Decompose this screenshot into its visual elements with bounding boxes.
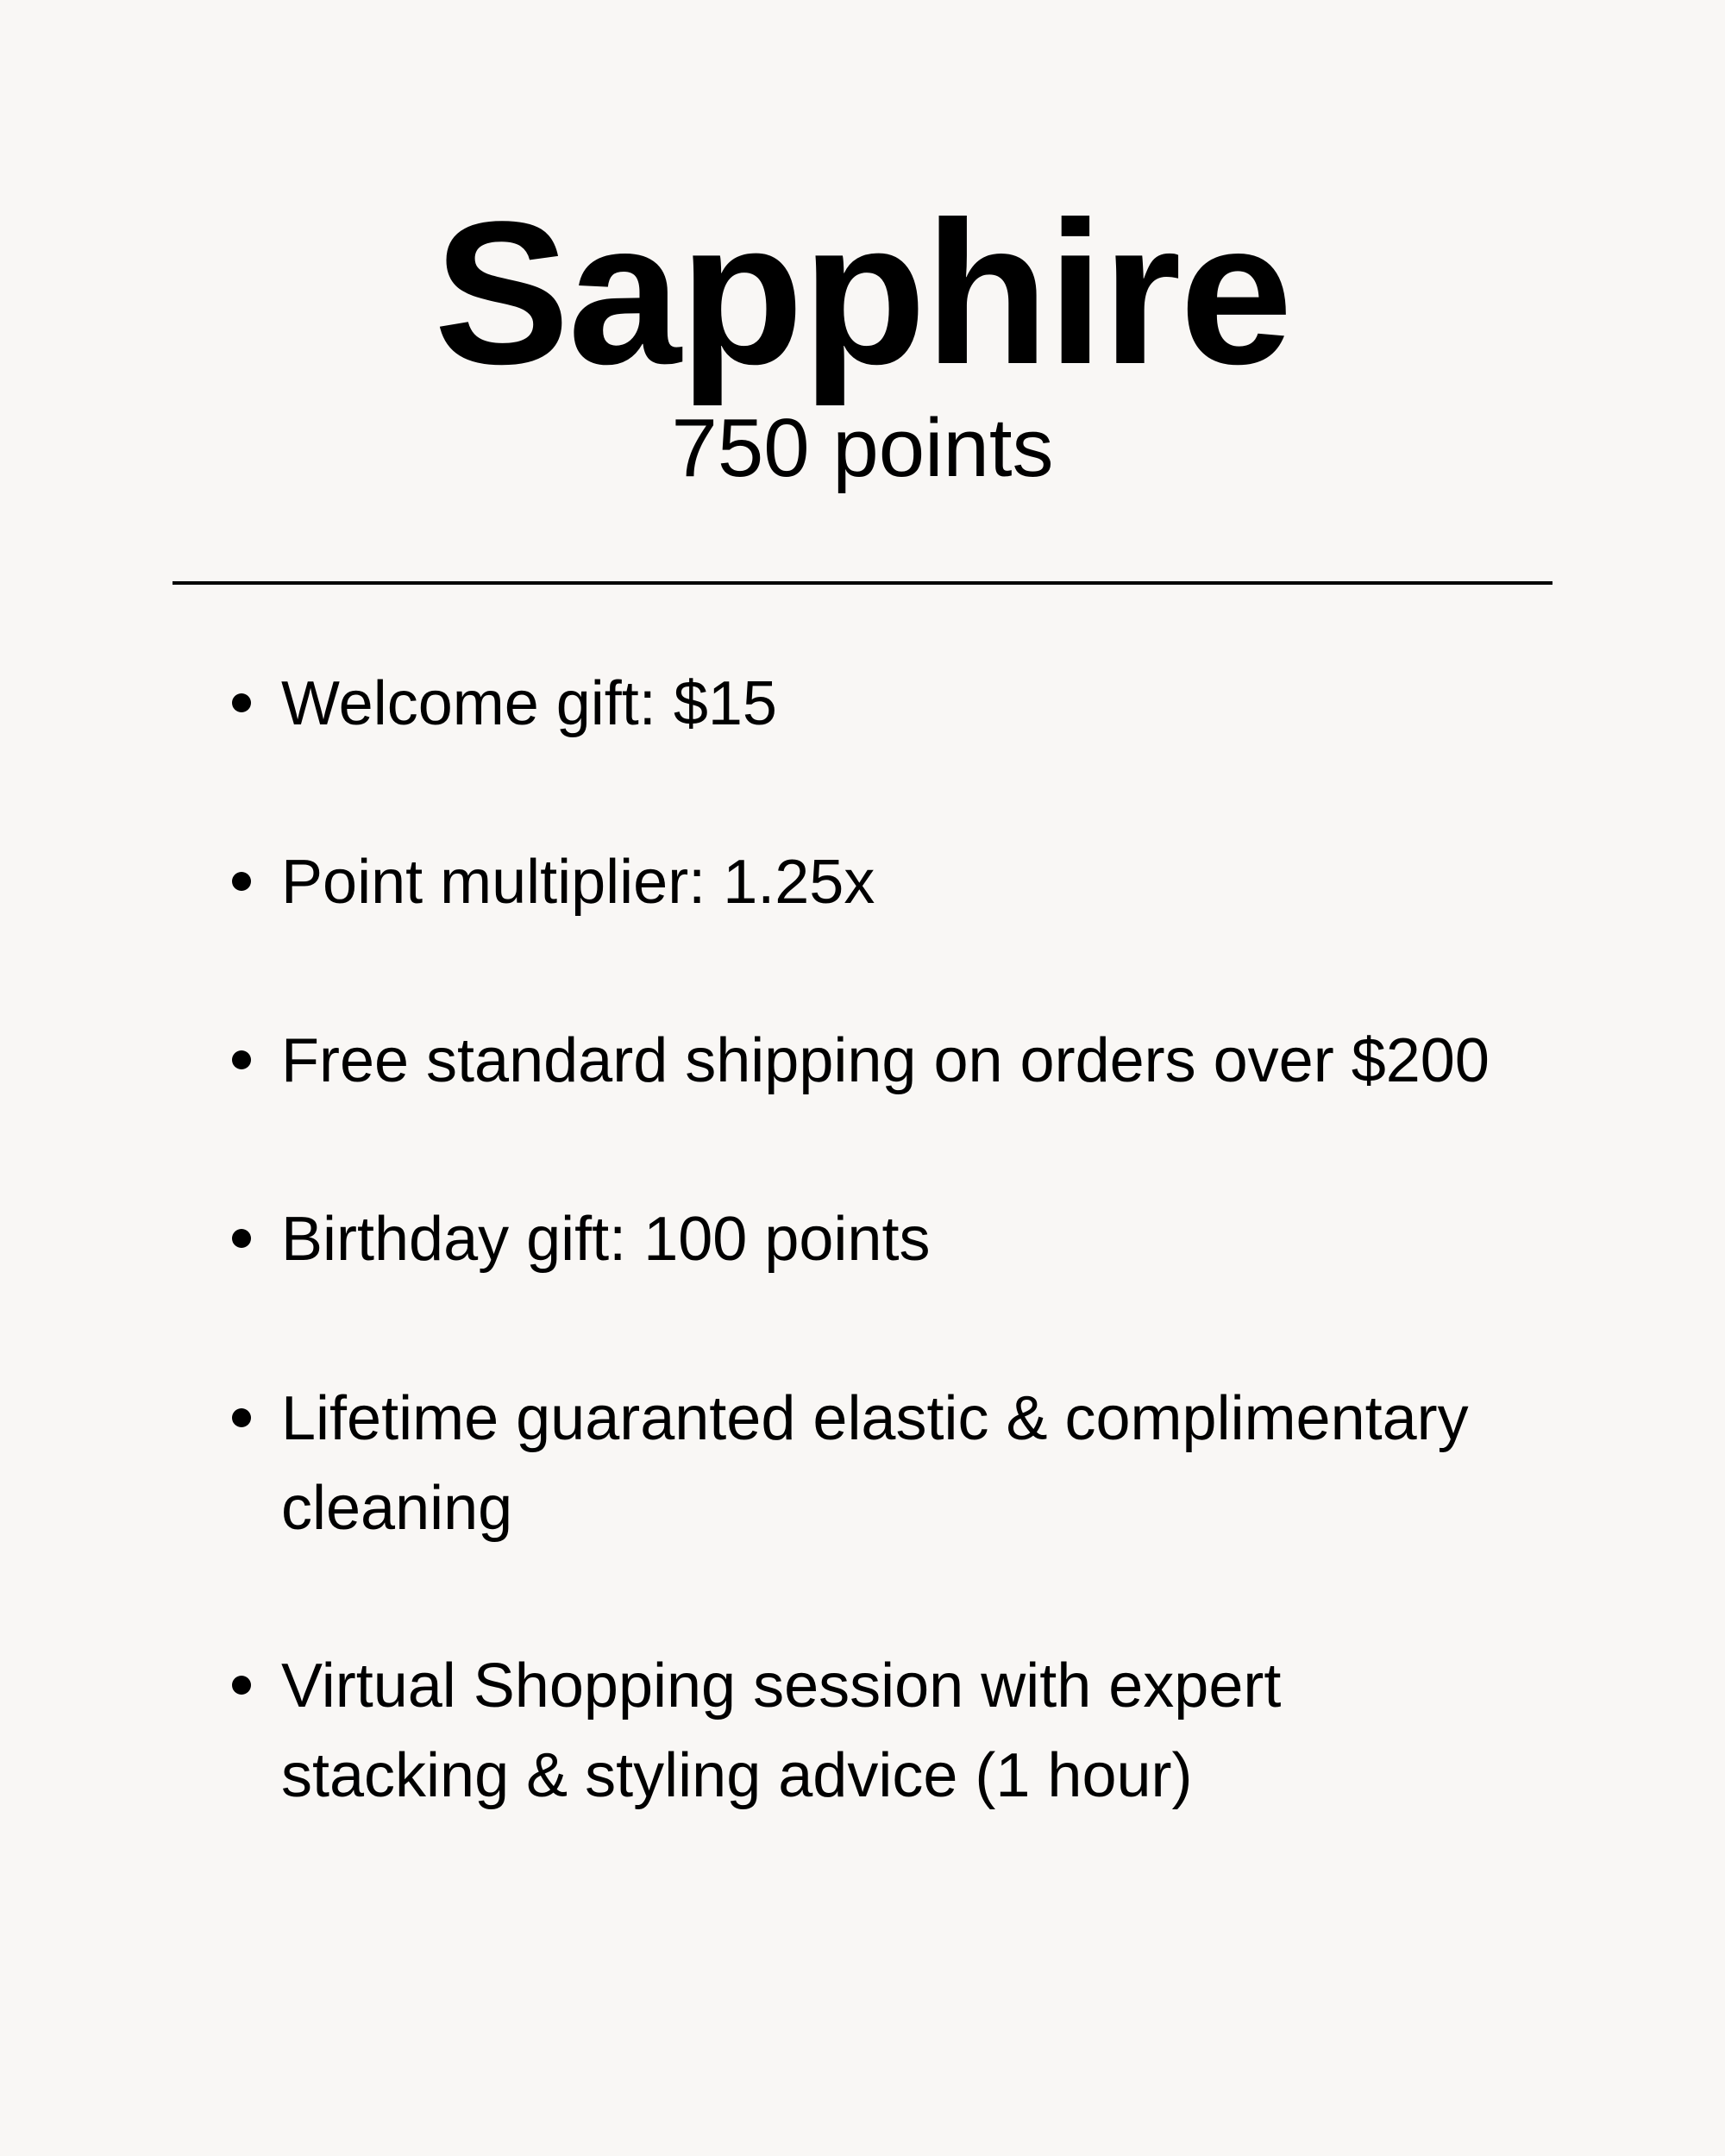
benefit-item-point-multiplier: [281, 837, 1575, 927]
bullet-icon: [232, 1229, 251, 1248]
benefit-text: Point multiplier: 1.25x: [281, 848, 875, 917]
bullet-icon: [232, 1408, 251, 1427]
bullet-icon: [232, 693, 251, 712]
benefit-text: Free standard shipping on orders over $200: [281, 1026, 1490, 1095]
benefit-item-birthday-gift: [281, 1194, 1575, 1284]
divider-line: [172, 581, 1552, 585]
benefit-item-lifetime-elastic: [281, 1374, 1575, 1553]
tier-title: Sapphire: [434, 179, 1291, 407]
bullet-icon: [232, 872, 251, 891]
benefit-text: Lifetime guaranted elastic & complimentary cleaning: [281, 1384, 1469, 1543]
benefit-item-welcome-gift: [281, 659, 1575, 749]
bullet-icon: [232, 1050, 251, 1069]
bullet-icon: [232, 1676, 251, 1695]
benefit-text: Welcome gift: $15: [281, 669, 777, 738]
benefit-text: Virtual Shopping session with expert stacking & styling advice (1 hour): [281, 1651, 1282, 1810]
benefit-text: Birthday gift: 100 points: [281, 1205, 931, 1274]
tier-points-requirement: 750 points: [671, 402, 1054, 494]
benefit-item-virtual-shopping: [281, 1641, 1575, 1821]
benefit-item-free-shipping: [281, 1016, 1575, 1106]
